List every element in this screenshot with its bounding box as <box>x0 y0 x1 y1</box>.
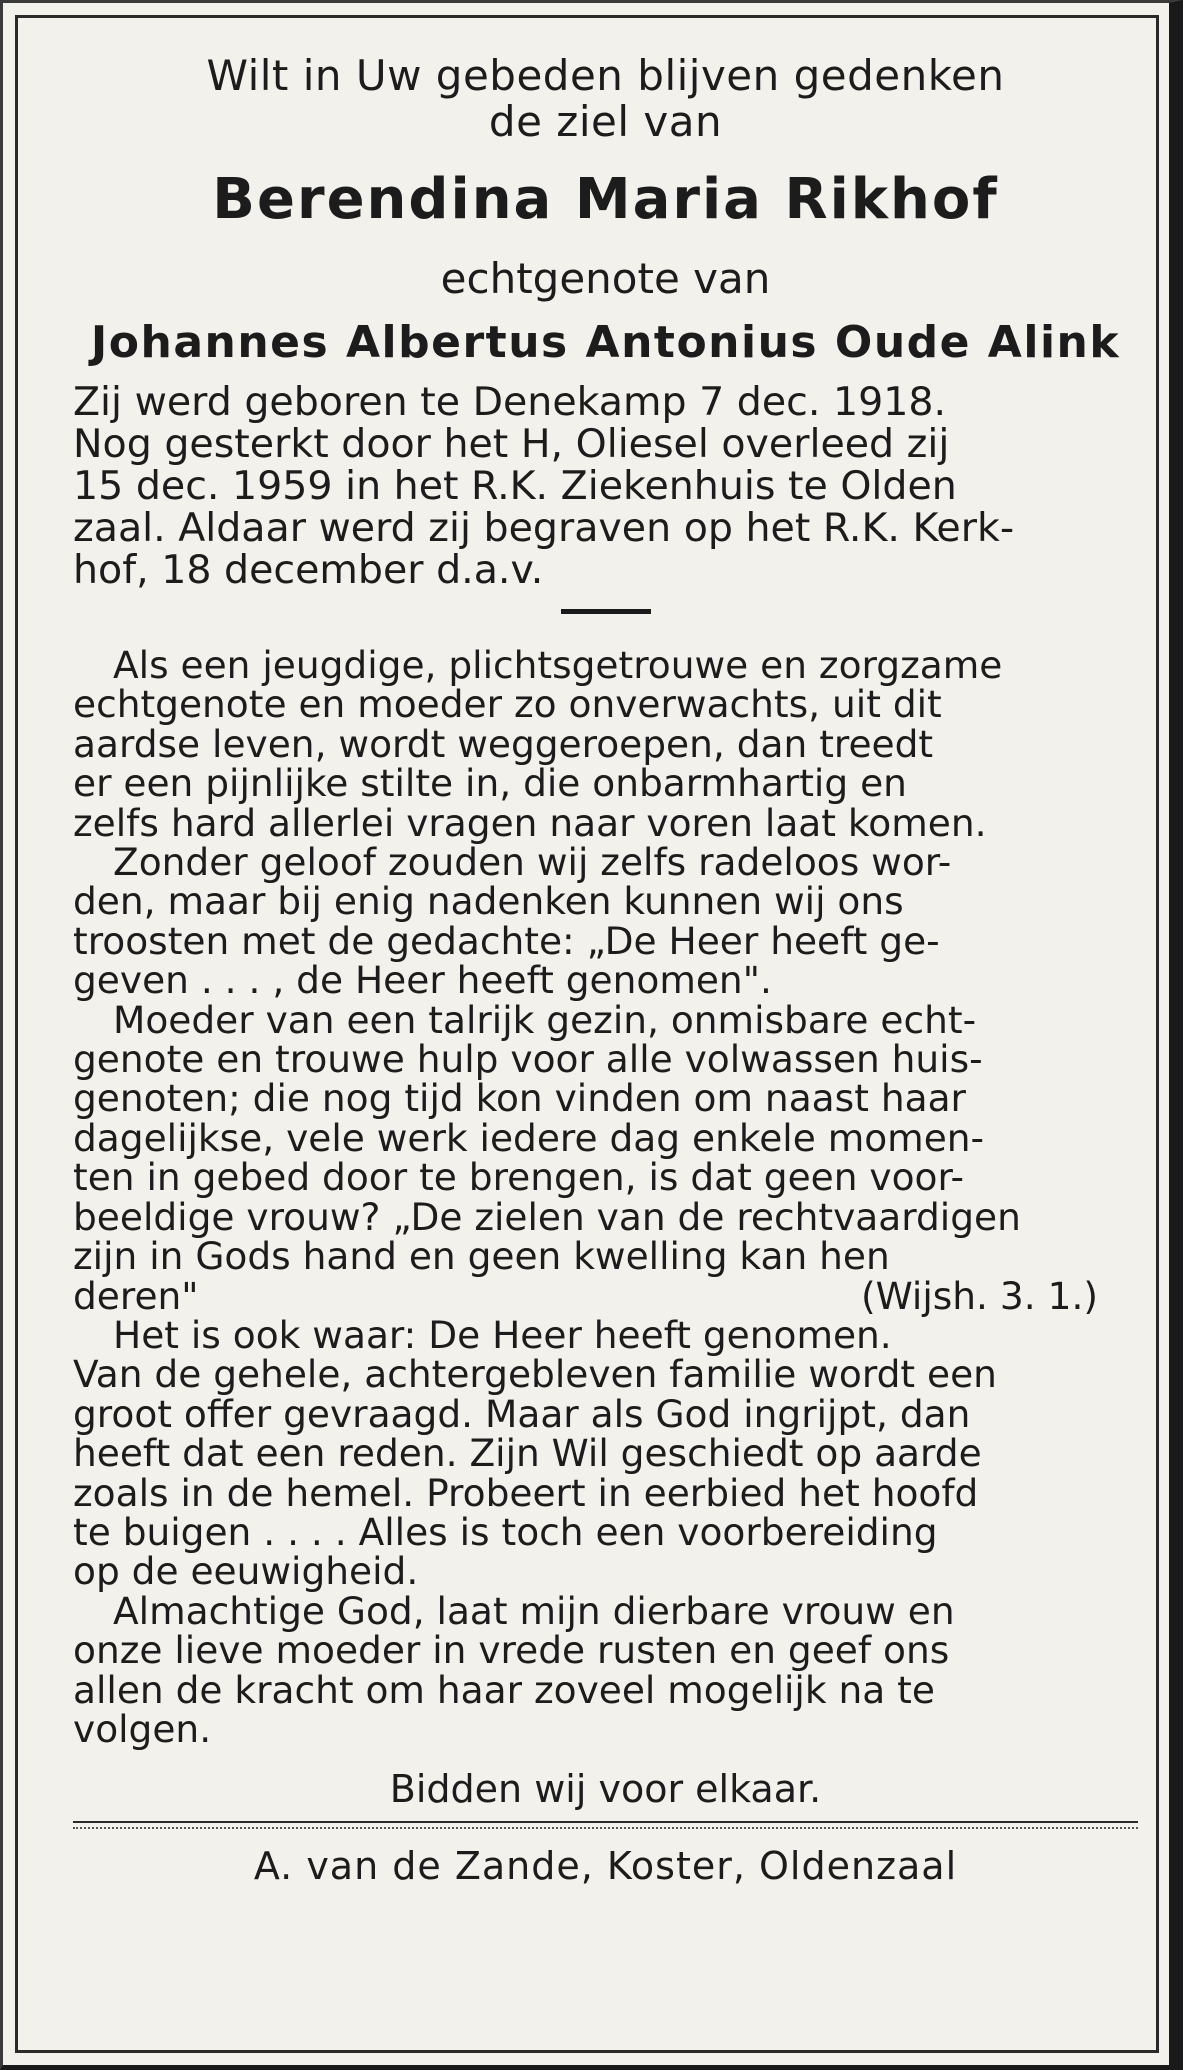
bio-line: Nog gesterkt door het H, Oliesel overleed zij <box>73 421 950 467</box>
paragraph-5-line: allen de kracht om haar zoveel mogelijk na te <box>73 1667 935 1712</box>
printer-credit: A. van de Zande, Koster, Oldenzaal <box>253 1844 958 1889</box>
card-content <box>73 53 1138 1888</box>
bottom-rule-dotted <box>73 1827 1138 1830</box>
paragraph-1-line: echtgenote en moeder zo onverwachts, uit dit <box>73 682 942 727</box>
paragraph-3-last: deren" <box>73 1273 199 1318</box>
paragraph-2-line: Zonder geloof zouden wij zelfs radeloos wor- <box>113 840 952 885</box>
paragraph-3-line: zijn in Gods hand en geen kwelling kan hen <box>73 1234 890 1279</box>
bio-line: hof, 18 december d.a.v. <box>73 547 544 593</box>
paragraph-1-line: aardse leven, wordt weggeroepen, dan treedt <box>73 721 934 766</box>
bio-line: 15 dec. 1959 in het R.K. Ziekenhuis te Olden <box>73 463 957 509</box>
spouse-intro: echtgenote van <box>440 254 771 303</box>
paragraph-4-line: zoals in de hemel. Probeert in eerbied het hoofd <box>73 1470 979 1515</box>
paragraph-4-line: groot offer gevraagd. Maar als God ingrijpt, dan <box>73 1391 971 1436</box>
paragraph-2-line: geven . . . , de Heer heeft genomen". <box>73 958 772 1003</box>
scripture-reference: (Wijsh. 3. 1.) <box>861 1273 1098 1318</box>
paragraph-3-line: genote en trouwe hulp voor alle volwassen huis- <box>73 1037 983 1082</box>
paragraph-3-line: dagelijkse, vele werk iedere dag enkele momen- <box>73 1115 985 1160</box>
divider <box>561 609 651 614</box>
heading-line-1: Wilt in Uw gebeden blijven gedenken <box>206 51 1005 100</box>
paragraph-5-line: volgen. <box>73 1706 212 1751</box>
bio-line: zaal. Aldaar werd zij begraven op het R.K. Kerk- <box>73 505 1015 551</box>
paragraph-4-line: op de eeuwigheid. <box>73 1549 419 1594</box>
paragraph-3-line: beeldige vrouw? „De zielen van de rechtvaardigen <box>73 1194 1021 1239</box>
paragraph-3-closing-line <box>73 1273 1138 1318</box>
paragraph-4-line: Het is ook waar: De Heer heeft genomen. <box>113 1312 892 1357</box>
paragraph-5-line: onze lieve moeder in vrede rusten en geef ons <box>73 1628 950 1673</box>
paragraph-5-line: Almachtige God, laat mijn dierbare vrouw en <box>113 1588 955 1633</box>
paragraph-1-line: er een pijnlijke stilte in, die onbarmhartig en <box>73 761 907 806</box>
meditation-text <box>73 643 1138 1751</box>
heading <box>73 53 1138 145</box>
bottom-rule <box>73 1821 1138 1823</box>
paragraph-4-line: heeft dat een reden. Zijn Wil geschiedt op aarde <box>73 1431 982 1476</box>
paragraph-3-line: ten in gebed door te brengen, is dat geen voor- <box>73 1155 965 1200</box>
paragraph-3-line: Moeder van een talrijk gezin, onmisbare echt- <box>113 997 977 1042</box>
paragraph-1-line: Als een jeugdige, plichtsgetrouwe en zorgzame <box>113 643 1003 687</box>
paragraph-4-line: Van de gehele, achtergebleven familie wordt een <box>73 1352 997 1397</box>
paragraph-3-line: genoten; die nog tijd kon vinden om naast haar <box>73 1076 966 1121</box>
paragraph-1-line: zelfs hard allerlei vragen naar voren laat komen. <box>73 800 987 845</box>
biography <box>73 381 1138 591</box>
bio-line: Zij werd geboren te Denekamp 7 dec. 1918. <box>73 379 947 425</box>
paragraph-4-line: te buigen . . . . Alles is toch een voorbereiding <box>73 1509 938 1554</box>
paragraph-2-line: troosten met de gedachte: „De Heer heeft ge- <box>73 918 940 963</box>
paragraph-2-line: den, maar bij enig nadenken kunnen wij ons <box>73 879 904 924</box>
deceased-name: Berendina Maria Rikhof <box>212 167 999 232</box>
closing-prayer: Bidden wij voor elkaar. <box>389 1767 822 1812</box>
spouse-name: Johannes Albertus Antonius Oude Alink <box>90 317 1121 368</box>
heading-line-2: de ziel van <box>488 97 723 146</box>
